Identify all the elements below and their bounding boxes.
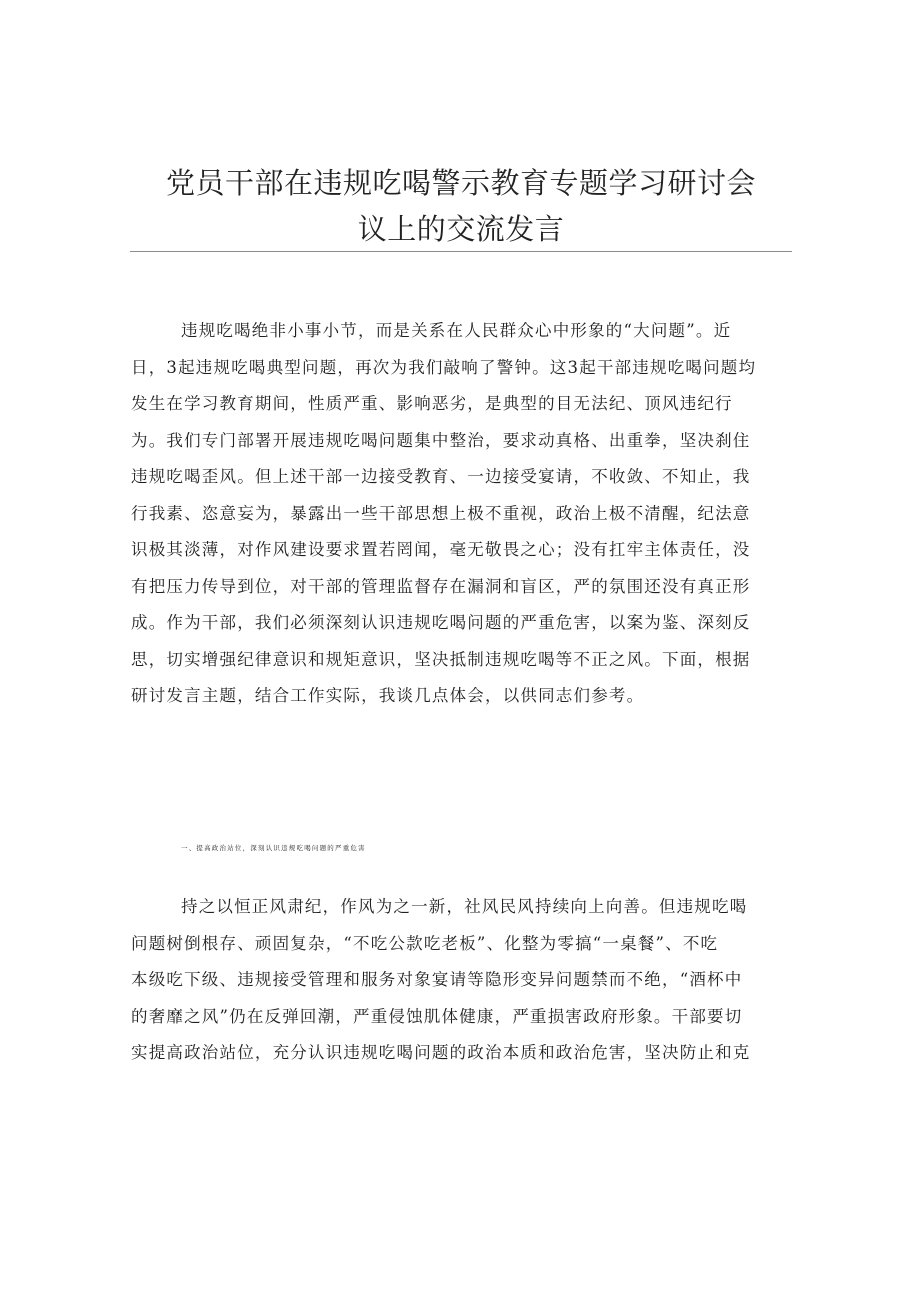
section-heading-1: 一、提高政治站位，深刻认识违规吃喝问题的严重危害 — [181, 844, 366, 852]
paragraph-line: 问题树倒根存、顽固复杂，“不吃公款吃老板”、化整为零搞“一桌餐”、不吃 — [131, 933, 719, 953]
paragraph-line: 发生在学习教育期间，性质严重、影响恶劣，是典型的目无法纪、顶风违纪行 — [131, 394, 733, 413]
title-underline-divider — [130, 251, 792, 252]
paragraph-section-1 — [131, 889, 783, 1072]
paragraph-line: 识极其淡薄，对作风建设要求置若罔闻，毫无敬畏之心；没有扛牢主体责任，没 — [131, 540, 751, 559]
paragraph-line: 日，3起违规吃喝典型问题，再次为我们敲响了警钟。这3起干部违规吃喝问题均 — [131, 357, 757, 377]
paragraph-line: 思，切实增强纪律意识和规矩意识，坚决抵制违规吃喝等不正之风。下面，根据 — [131, 649, 751, 669]
paragraph-line: 的奢靡之风”仍在反弹回潮，严重侵蚀肌体健康，严重损害政府形象。干部要切 — [131, 1006, 743, 1026]
paragraph-line: 有把压力传导到位，对干部的管理监督存在漏洞和盲区，严的氛围还没有真正形 — [131, 576, 751, 596]
document-title — [130, 160, 792, 252]
paragraph-line: 成。作为干部，我们必须深刻认识违规吃喝问题的严重危害，以案为鉴、深刻反 — [131, 613, 751, 632]
paragraph-line: 研讨发言主题，结合工作实际，我谈几点体会，以供同志们参考。 — [131, 686, 645, 705]
paragraph-line: 违规吃喝歪风。但上述干部一边接受教育、一边接受宴请，不收敛、不知止，我 — [131, 467, 751, 486]
paragraph-line: 实提高政治站位，充分认识违规吃喝问题的政治本质和政治危害，坚决防止和克 — [131, 1043, 751, 1062]
title-line-1: 党员干部在违规吃喝警示教育专题学习研讨会 — [165, 166, 756, 200]
paragraph-introduction — [131, 313, 783, 715]
paragraph-line: 持之以恒正风肃纪，作风为之一新，社风民风持续向上向善。但违规吃喝 — [181, 897, 748, 916]
paragraph-line: 违规吃喝绝非小事小节，而是关系在人民群众心中形象的“大问题”。近 — [181, 321, 732, 340]
paragraph-line: 本级吃下级、违规接受管理和服务对象宴请等隐形变异问题禁而不绝，“酒杯中 — [131, 970, 743, 989]
paragraph-line: 行我素、恣意妄为，暴露出一些干部思想上极不重视，政治上极不清醒，纪法意 — [131, 503, 751, 523]
title-line-2: 议上的交流发言 — [357, 212, 565, 246]
paragraph-line: 为。我们专门部署开展违规吃喝问题集中整治，要求动真格、出重拳，坚决刹住 — [131, 430, 751, 450]
